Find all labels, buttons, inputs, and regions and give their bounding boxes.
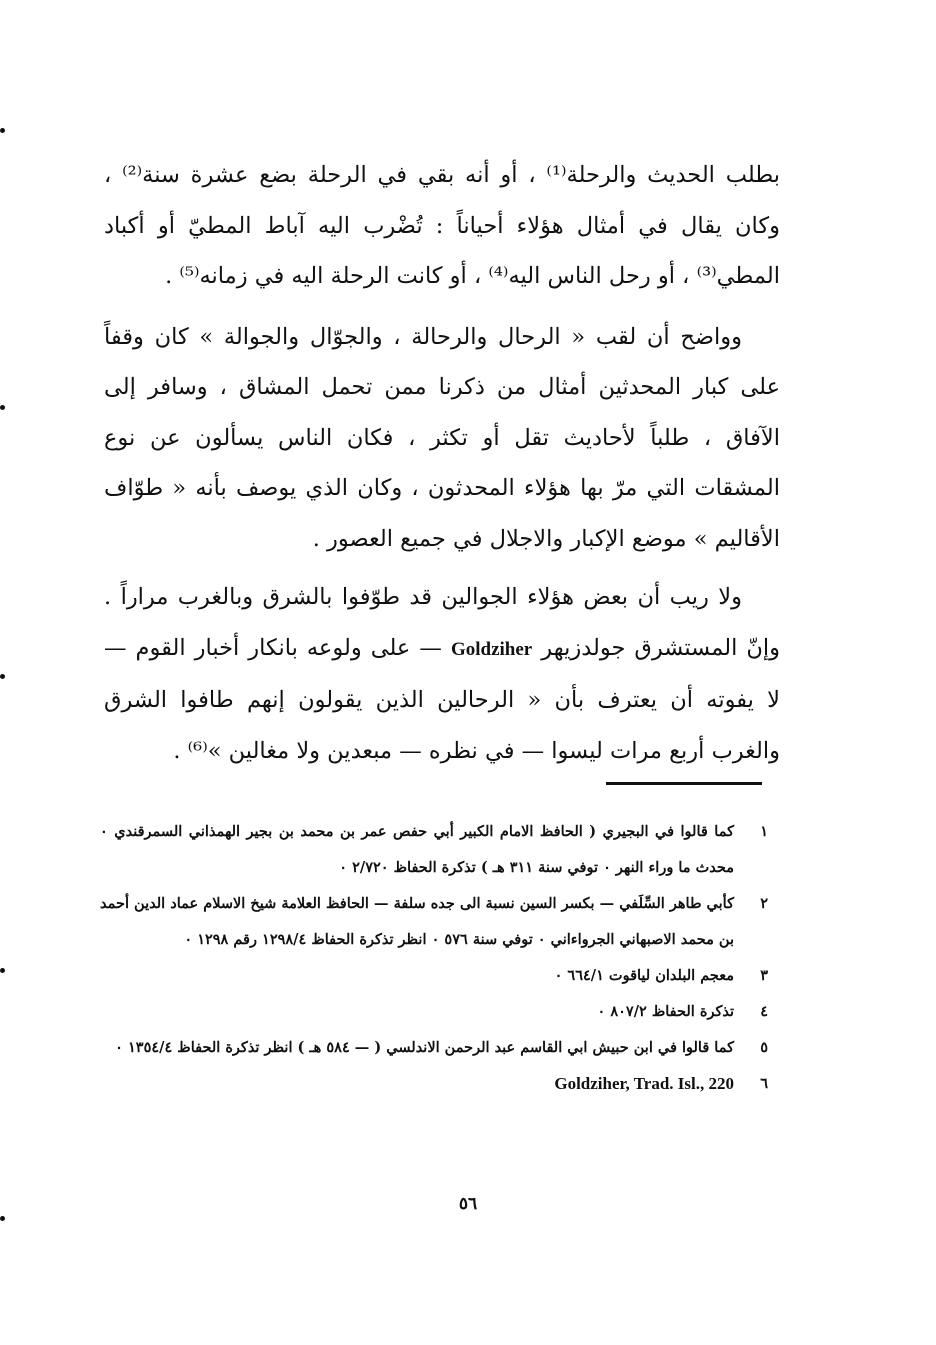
footnotes	[100, 814, 768, 1103]
paragraph-3-part-2: — على ولوعه بانكار أخبار القوم — لا يفوته أن يعترف بأن « الرحالين الذين يقولون إنهم طافوا الشرق والغرب أربع مرات ليسوا — في نظره — مبعدين ولا مغالين »⁽⁶⁾ .	[104, 634, 780, 764]
footnote-text: كما قالوا في البجيري ( الحافظ الامام الكبير أبي حفص عمر بن محمد بن بجير الهمذاني السمرقندي ٠ محدث ما وراء النهر ٠ توفي سنة ٣١١ هـ ) تذكرة الحفاظ ٢/٧٢٠ ٠	[100, 823, 734, 876]
latin-name-goldziher: Goldziher	[450, 638, 533, 660]
footnote-text: كأبي طاهر السِّلَفي — بكسر السين نسبة الى جده سلفة — الحافظ العلامة شيخ الاسلام عماد الدين أحمد بن محمد الاصبهاني الجرواءاني ٠ توفي سنة ٥٧٦ ٠ انظر تذكرة الحفاظ ١٢٩٨/٤ رقم ١٢٩٨ ٠	[100, 895, 734, 948]
footnote-number: ٦	[760, 1075, 768, 1092]
footnote-text: تذكرة الحفاظ ٨٠٧/٢ ٠	[597, 1003, 734, 1020]
paragraph-2: وواضح أن لقب « الرحال والرحالة ، والجوّال والجوالة » كان وقفاً على كبار المحدثين أمثال من ذكرنا ممن تحمل المشاق ، وسافر إلى الآفاق ، طلباً لأحاديث تقل أو تكثر ، فكان الناس يسألون عن نوع المشقات التي مرّ بها هؤلاء المحدثون ، وكان الذي يوصف بأنه « طوّاف الأقاليم » موضع الإكبار والاجلال في جميع العصور .	[104, 323, 780, 552]
footnote-number: ٤	[760, 1003, 768, 1020]
footnote-latin-citation: Goldziher, Trad. Isl., 220	[554, 1074, 734, 1093]
footnote-number: ٢	[760, 895, 768, 912]
footnote-number: ١	[760, 823, 768, 840]
page-number: ٥٦	[458, 1194, 478, 1214]
footnote-separator	[606, 782, 762, 785]
footnote	[100, 886, 768, 958]
scan-edge-mark	[0, 968, 5, 973]
footnote	[100, 1066, 768, 1103]
footnote-number: ٣	[760, 967, 768, 984]
footnote-text: معجم البلدان لياقوت ٦٦٤/١ ٠	[554, 967, 734, 984]
scan-edge-mark	[0, 128, 5, 133]
footnote	[100, 1030, 768, 1066]
footnote-text	[100, 1066, 734, 1103]
paragraph-1: بطلب الحديث والرحلة⁽¹⁾ ، أو أنه بقي في الرحلة بضع عشرة سنة⁽²⁾ ، وكان يقال في أمثال هؤلاء أحياناً : تُضْرب اليه آباط المطيّ أو أكباد المطي⁽³⁾ ، أو رحل الناس اليه⁽⁴⁾ ، أو كانت الرحلة اليه في زمانه⁽⁵⁾ .	[104, 162, 780, 289]
scan-edge-mark	[0, 1216, 5, 1221]
footnote-text: كما قالوا في ابن حبيش ابي القاسم عبد الرحمن الاندلسي ( — ٥٨٤ هـ ) انظر تذكرة الحفاظ ١٣٥٤/٤ ٠	[115, 1039, 734, 1056]
scan-edge-mark	[0, 405, 5, 410]
footnote	[100, 994, 768, 1030]
footnote	[100, 958, 768, 994]
paragraph-3	[104, 572, 780, 776]
main-text	[104, 150, 780, 776]
scan-edge-mark	[0, 674, 5, 679]
footnote-number: ٥	[760, 1039, 768, 1056]
paragraph-3-part-1: ولا ريب أن بعض هؤلاء الجوالين قد طوّفوا بالشرق وبالغرب مراراً . وإنّ المستشرق جولدزيهر	[104, 584, 781, 661]
footnote	[100, 814, 768, 886]
